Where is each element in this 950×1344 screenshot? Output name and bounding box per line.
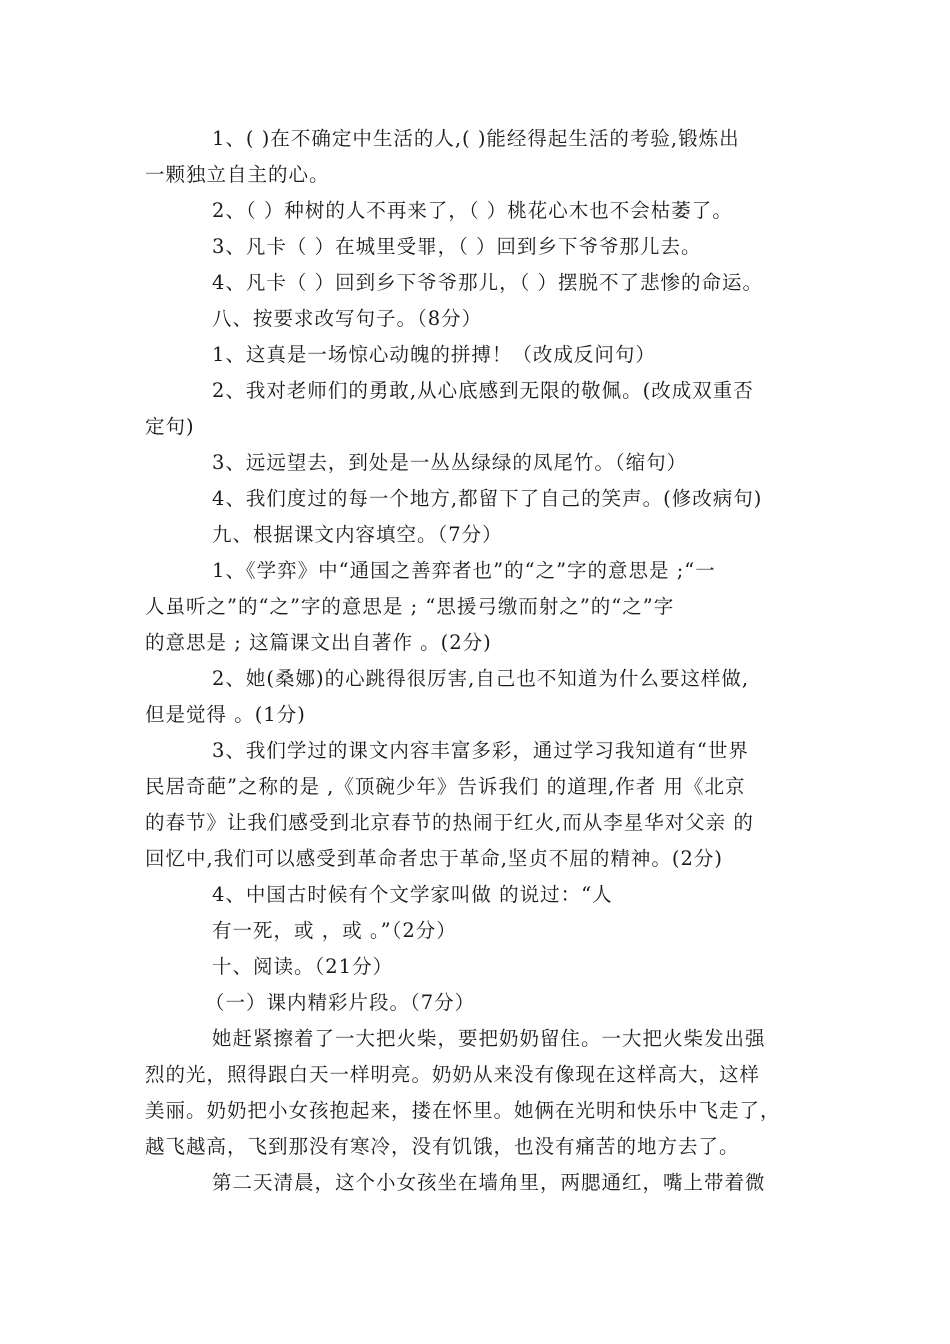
text-line: 1、《学弈》中“通国之善弈者也”的“之”字的意思是 ;“一 bbox=[212, 559, 716, 582]
text-line: 2、我对老师们的勇敢,从心底感到无限的敬佩。(改成双重否 bbox=[212, 379, 754, 402]
text-line: 但是觉得 。(1分) bbox=[145, 703, 306, 726]
text-line: 1、这真是一场惊心动魄的拼搏！（改成反问句） bbox=[212, 343, 656, 366]
text-line: 1、( )在不确定中生活的人,( )能经得起生活的考验,锻炼出 bbox=[212, 127, 740, 150]
passage-line: 越飞越高，飞到那没有寒冷，没有饥饿，也没有痛苦的地方去了。 bbox=[145, 1135, 740, 1158]
text-line: 4、凡卡（ ）回到乡下爷爷那儿，（ ）摆脱不了悲惨的命运。 bbox=[212, 271, 764, 294]
section-heading: 十、阅读。（21分） bbox=[212, 955, 394, 978]
text-line: 的春节》让我们感受到北京春节的热闹于红火,而从李星华对父亲 的 bbox=[145, 811, 754, 834]
text-line: 民居奇葩”之称的是 ,《顶碗少年》告诉我们 的道理,作者 用《北京 bbox=[145, 775, 746, 798]
subsection-heading: （一）课内精彩片段。（7分） bbox=[205, 991, 476, 1014]
text-line: 3、远远望去，到处是一丛丛绿绿的凤尾竹。（缩句） bbox=[212, 451, 688, 474]
section-heading: 九、根据课文内容填空。（7分） bbox=[212, 523, 503, 546]
passage-line: 她赶紧擦着了一大把火柴，要把奶奶留住。一大把火柴发出强 bbox=[212, 1027, 766, 1050]
text-line: 人虽听之”的“之”字的意思是 ; “思援弓缴而射之”的“之”字 bbox=[145, 595, 675, 618]
passage-line: 美丽。奶奶把小女孩抱起来，搂在怀里。她俩在光明和快乐中飞走了， bbox=[145, 1099, 781, 1122]
text-line: 回忆中,我们可以感受到革命者忠于革命,坚贞不屈的精神。(2分) bbox=[145, 847, 724, 870]
text-line: 4、我们度过的每一个地方,都留下了自己的笑声。(修改病句) bbox=[212, 487, 763, 510]
text-line: 2、（ ）种树的人不再来了，（ ）桃花心木也不会枯萎了。 bbox=[212, 199, 733, 222]
section-heading: 八、按要求改写句子。（8分） bbox=[212, 307, 483, 330]
text-line: 4、中国古时候有个文学家叫做 的说过：“人 bbox=[212, 883, 613, 906]
text-line: 一颗独立自主的心。 bbox=[145, 163, 330, 186]
text-line: 2、她(桑娜)的心跳得很厉害,自己也不知道为什么要这样做, bbox=[212, 667, 750, 690]
text-line: 3、凡卡（ ）在城里受罪，（ ）回到乡下爷爷那儿去。 bbox=[212, 235, 702, 258]
text-line: 定句) bbox=[145, 415, 195, 438]
text-line: 3、我们学过的课文内容丰富多彩，通过学习我知道有“世界 bbox=[212, 739, 749, 762]
text-line: 有一死，或 ，或 。”（2分） bbox=[212, 919, 457, 942]
text-line: 的意思是 ; 这篇课文出自著作 。(2分) bbox=[145, 631, 492, 654]
passage-line: 烈的光，照得跟白天一样明亮。奶奶从来没有像现在这样高大，这样 bbox=[145, 1063, 761, 1086]
passage-line: 第二天清晨，这个小女孩坐在墙角里，两腮通红，嘴上带着微 bbox=[212, 1171, 766, 1194]
